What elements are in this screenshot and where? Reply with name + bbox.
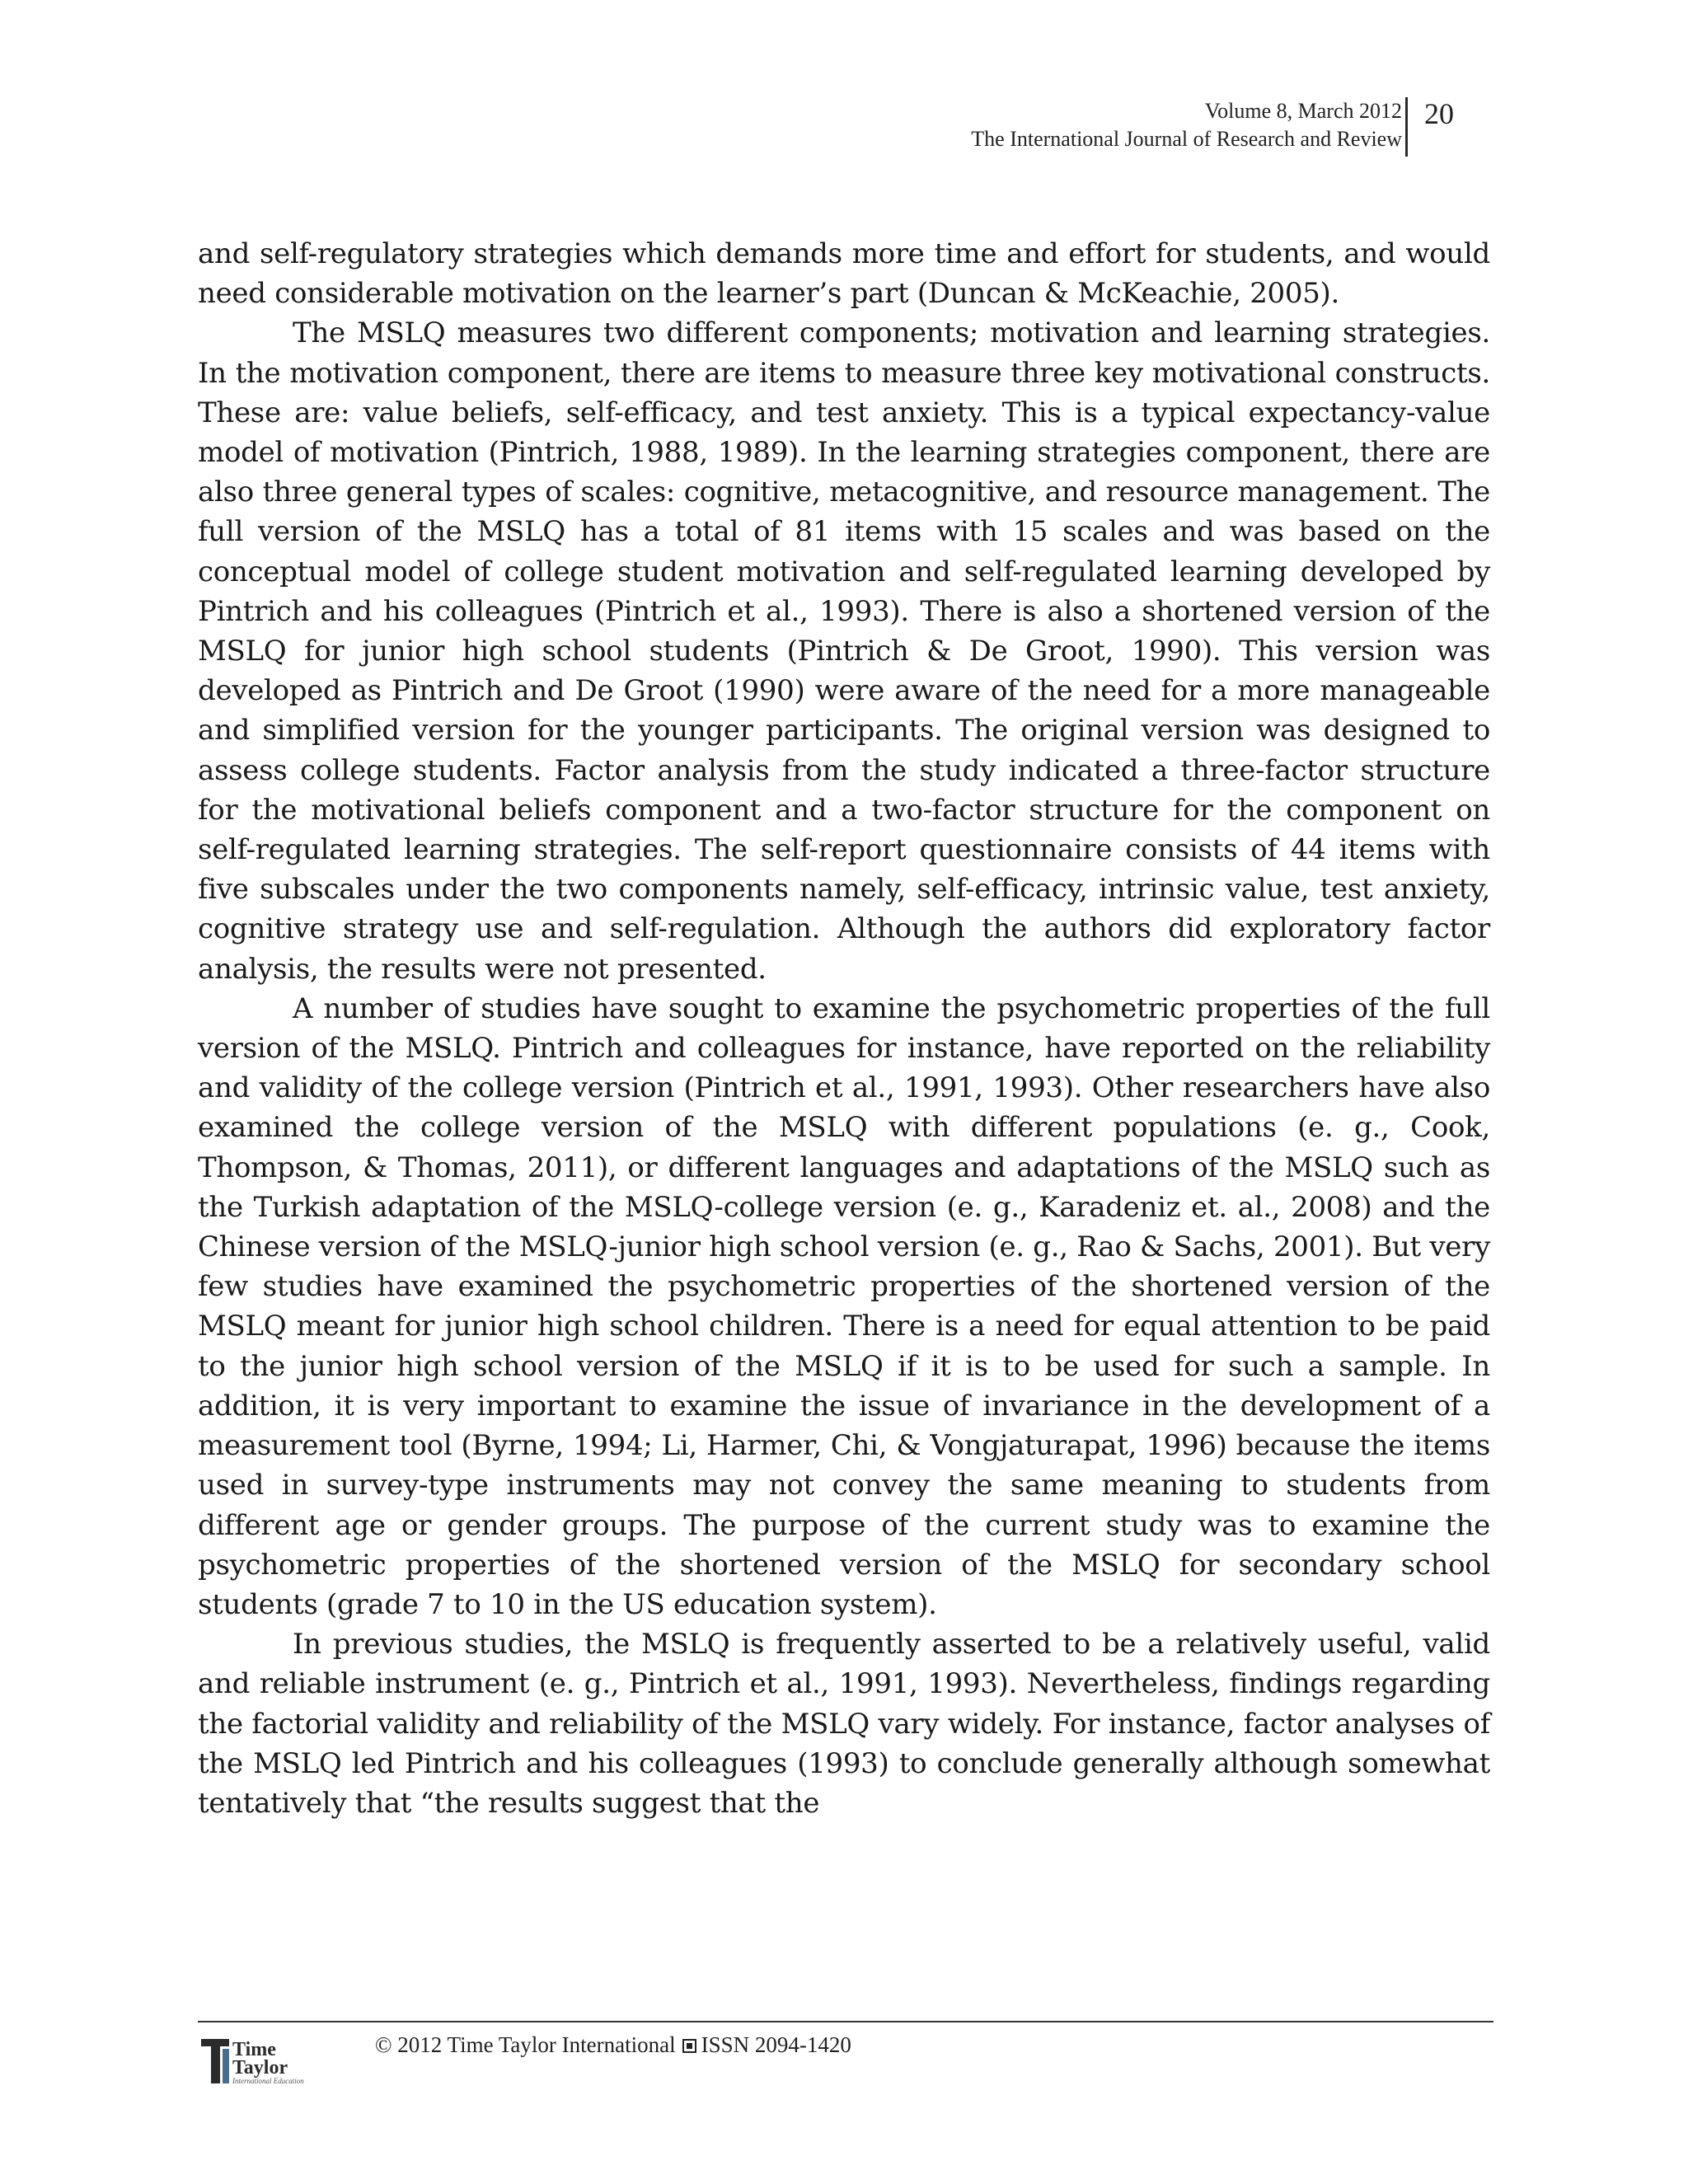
paragraph-psychometric-studies: A number of studies have sought to examine the psychometric properties of the full version of the MSLQ. Pintrich and colleagues for instance, have reported on the reliability and validity of the college version (Pintrich et al., 1991, 1993). Other researchers have also examined the college version of the MSLQ with different populations (e. g., Cook, Thompson, & Thomas, 2011), or different languages and adaptations of the MSLQ such as the Turkish adaptation of the MSLQ-college version (e. g., Karadeniz et. al., 2008) and the Chinese version of the MSLQ-junior high school version (e. g., Rao & Sachs, 2001). But very few studies have examined the psychometric properties of the shortened version of the MSLQ meant for junior high school children. There is a need for equal attention to be paid to the junior high school version of the MSLQ if it is to be used for such a sample. In addition, it is very important to examine the issue of invariance in the development of a measurement tool (Byrne, 1994; Li, Harmer, Chi, & Vongjaturapat, 1996) because the items used in survey-type instruments may not convey the same meaning to students from different age or gender groups. The purpose of the current study was to examine the psychometric properties of the shortened version of the MSLQ for secondary school students (grade 7 to 10 in the US education system).	[198, 991, 1490, 1621]
time-taylor-logo	[201, 2036, 349, 2087]
header-divider	[1405, 97, 1408, 157]
issn-text: ISSN 2094-1420	[701, 2032, 851, 2057]
article-body	[198, 234, 1490, 1823]
paragraph-mslq-components: The MSLQ measures two different components; motivation and learning strategies. In the motivation component, there are items to measure three key motivational constructs. These are: value beliefs, self-efficacy, and test anxiety. This is a typical expectancy-value model of motivation (Pintrich, 1988, 1989). In the learning strategies component, there are also three general types of scales: cognitive, metacognitive, and resource management. The full version of the MSLQ has a total of 81 items with 15 scales and was based on the conceptual model of college student motivation and self-regulated learning developed by Pintrich and his colleagues (Pintrich et al., 1993). There is also a shortened version of the MSLQ for junior high school students (Pintrich & De Groot, 1990). This version was developed as Pintrich and De Groot (1990) were aware of the need for a more manageable and simplified version for the younger participants. The original version was designed to assess college students. Factor analysis from the study indicated a three-factor structure for the motivational beliefs component and a two-factor structure for the component on self-regulated learning strategies. The self-report questionnaire consists of 44 items with five subscales under the two components namely, self-efficacy, intrinsic value, test anxiety, cognitive strategy use and self-regulation. Although the authors did exploratory factor analysis, the results were not presented.	[198, 316, 1490, 986]
journal-volume: Volume 8, March 2012	[1204, 99, 1402, 123]
paragraph-previous-studies: In previous studies, the MSLQ is frequently asserted to be a relatively useful, valid and reliable instrument (e. g., Pintrich et al., 1991, 1993). Nevertheless, findings regarding the factorial validity and reliability of the MSLQ vary widely. For instance, factor analyses of the MSLQ led Pintrich and his colleagues (1993) to conclude generally although somewhat tentatively that “the results suggest that the	[198, 1628, 1490, 1820]
journal-title: The International Journal of Research and Review	[971, 127, 1402, 151]
logo-tagline: International Education	[232, 2077, 304, 2085]
footer-rule	[198, 2021, 1493, 2022]
issn-box-icon	[682, 2039, 696, 2053]
paragraph-continuation: and self-regulatory strategies which demands more time and effort for students, and would need considerable motivation on the learner’s part (Duncan & McKeachie, 2005).	[198, 237, 1490, 311]
logo-text-taylor: Taylor	[232, 2057, 288, 2079]
page-number: 20	[1424, 97, 1454, 130]
footer-copyright-line	[375, 2031, 851, 2059]
copyright-text: © 2012 Time Taylor International	[375, 2032, 676, 2057]
running-header	[660, 97, 1402, 153]
logo-text-time: Time	[232, 2039, 276, 2060]
